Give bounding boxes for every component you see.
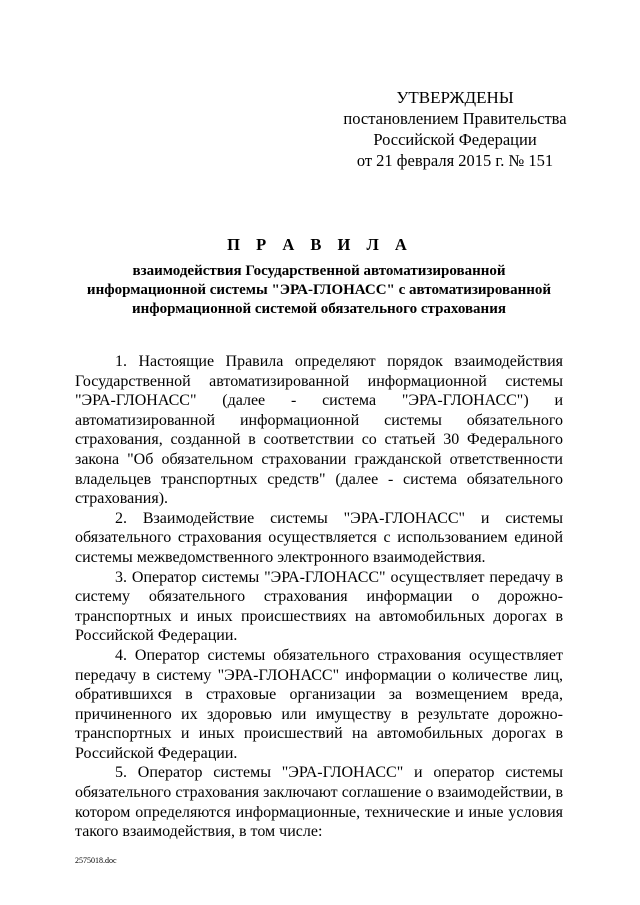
paragraph-3: 3. Оператор системы "ЭРА-ГЛОНАСС" осуществляет передачу в систему обязательного страхования информации о дорожно-транспортных и иных происшествиях на автомобильных дорогах в Российской Федерации. [75,568,563,645]
file-name-footer: 2575018.doc [75,856,117,865]
document-subtitle: взаимодействия Государственной автоматизированной информационной системы "ЭРА-ГЛОНАСС" с автоматизированной информационной системой обязательного страхования [86,263,552,317]
approval-line-1: постановлением Правительства [343,109,567,128]
paragraph-4: 4. Оператор системы обязательного страхования осуществляет передачу в систему "ЭРА-ГЛОНАСС" информации о количестве лиц, обратившихся в страховые организации за возмещением вреда, причиненного их здоровью или имуществу в результате дорожно-транспортных и иных происшествий на автомобильных дорогах в Российской Федерации. [75,646,563,762]
paragraph-2: 2. Взаимодействие системы "ЭРА-ГЛОНАСС" и системы обязательного страхования осуществляется с использованием единой системы межведомственного электронного взаимодействия. [75,509,563,566]
approval-heading: УТВЕРЖДЕНЫ [396,88,514,107]
paragraph-1: 1. Настоящие Правила определяют порядок взаимодействия Государственной автоматизированной информационной системы "ЭРА-ГЛОНАСС" (далее - система "ЭРА-ГЛОНАСС") и автоматизированной информационной системы обязательного страхования, созданной в соответствии со статьей 30 Федерального закона "Об обязательном страховании гражданской ответственности владельцев транспортных средств" (далее - система обязательного страхования). [75,353,563,508]
approval-block [340,87,570,171]
document-title: П Р А В И Л А [227,235,413,254]
document-body [75,352,563,842]
approval-line-3: от 21 февраля 2015 г. № 151 [356,151,554,170]
approval-line-2: Российской Федерации [373,130,537,149]
paragraph-5: 5. Оператор системы "ЭРА-ГЛОНАСС" и оператор системы обязательного страхования заключают соглашение о взаимодействии, в котором определяются информационные, технические и иные условия такого взаимодействия, в том числе: [75,764,563,841]
